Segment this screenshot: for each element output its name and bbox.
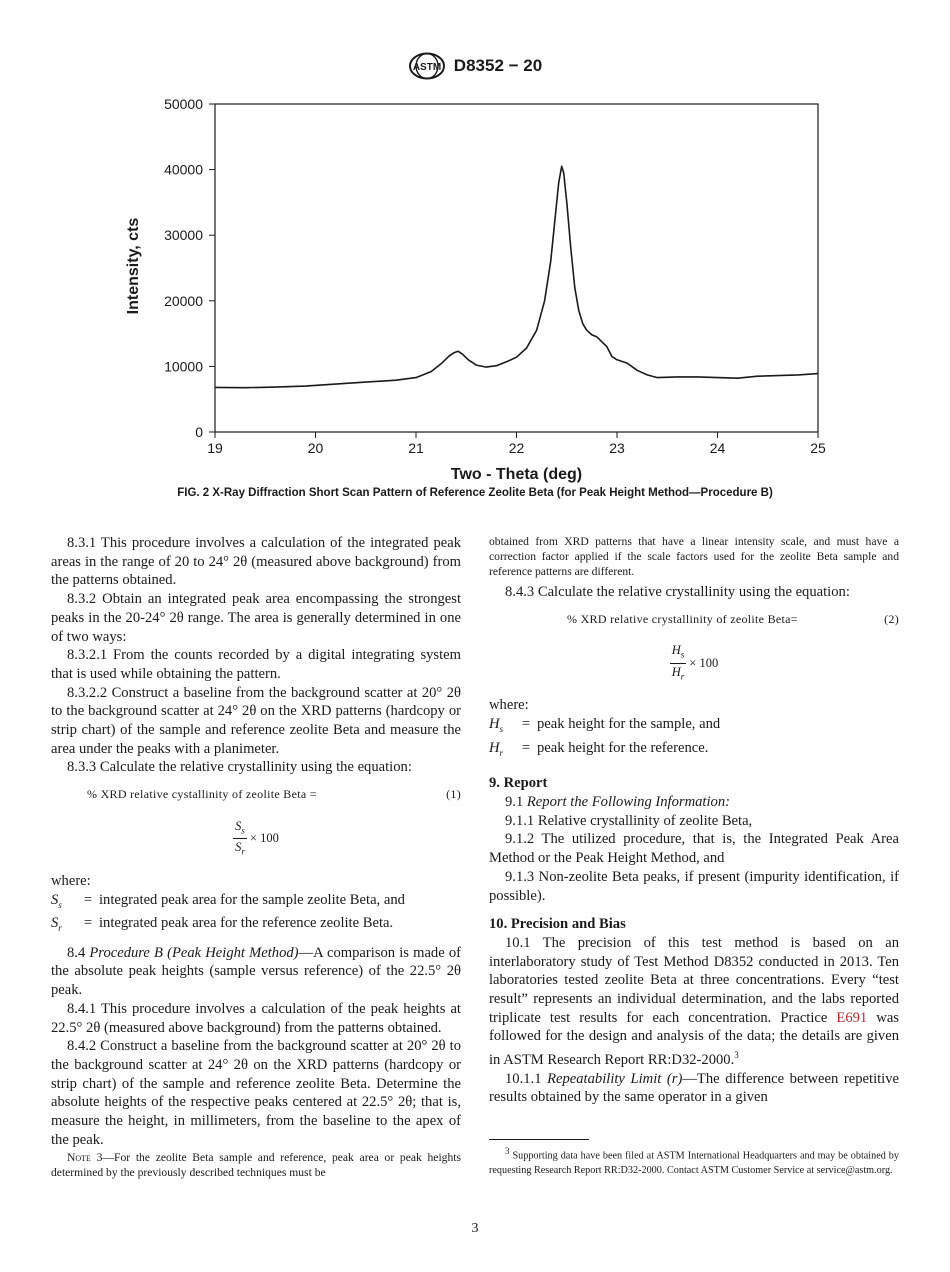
x-tick-label: 22: [508, 440, 525, 456]
eq2-denominator: H: [671, 664, 681, 679]
def-text: integrated peak area for the sample zeolite Beta, and: [99, 891, 405, 908]
eq2-times: × 100: [689, 656, 719, 671]
x-tick-label: 21: [408, 440, 424, 456]
para-8-3-1: 8.3.1 This procedure involves a calculation of the integrated peak areas in the range of 20 to 24° 2θ (measured above background) from the patterns obtained.: [51, 535, 461, 589]
eq1-numerator-sub: s: [241, 825, 245, 836]
page-header: [0, 52, 950, 80]
footnote-divider: [489, 1139, 589, 1140]
para-8-4-2: 8.4.2 Construct a baseline from the background scatter at 20° 2θ to the background scatter at 24° 2θ on the XRD patterns (hardcopy or strip chart) of the sample and reference zeolite Beta. Determine the absolute heights of the respective peaks centered at 22.5° 2θ; that is, measure the height, in millimeters, from the baseline to the apex of the peak.: [51, 1038, 461, 1148]
document-designation: D8352 − 20: [453, 56, 543, 75]
equation-2-number: (2): [884, 611, 899, 626]
eq2-denominator-sub: r: [680, 671, 685, 682]
para-9-1-3: 9.1.3 Non-zeolite Beta peaks, if present (impurity identification, if possible).: [489, 868, 899, 904]
para-8-3-2-1: 8.3.2.1 From the counts recorded by a digital integrating system that is used while obtaining the pattern.: [51, 647, 461, 682]
eq2-numerator-sub: s: [680, 649, 685, 660]
para-8-4-3: 8.4.3 Calculate the relative crystallinity using the equation:: [505, 584, 850, 600]
note-3-continued: obtained from XRD patterns that have a linear intensity scale, and must have a correction factor applied if the scale factors used for the zeolite Beta sample and reference patterns are different.: [489, 535, 899, 578]
note-3: Note 3—For the zeolite Beta sample and reference, peak area or peak heights determined by the previously described techniques must be: [51, 1150, 461, 1179]
e691-link[interactable]: E691: [836, 1009, 868, 1026]
para-9-1: 9.1 Report the Following Information:: [505, 794, 730, 811]
footnote-3: $^3$ Supporting data have been filed at ASTM International Headquarters and may be obtained by requesting Research Report RR:D32-2000. Contact ASTM Customer Service at service@astm.org.: [489, 1146, 899, 1177]
definition-row: [51, 914, 461, 938]
def-symbol-sub: r: [58, 923, 62, 934]
para-9-1-2: 9.1.2 The utilized procedure, that is, the Integrated Peak Area Method or the Peak Height Method, and: [489, 831, 899, 867]
def-equals: =: [521, 716, 531, 733]
eq1-denominator-sub: r: [241, 846, 245, 857]
def-text: integrated peak area for the reference zeolite Beta.: [99, 915, 394, 932]
y-tick-label: 40000: [164, 161, 203, 178]
figure-caption: FIG. 2 X-Ray Diffraction Short Scan Pattern of Reference Zeolite Beta (for Peak Height Method—Procedure B): [177, 487, 773, 499]
equation-1-line: [51, 785, 461, 804]
equation-1-formula: [51, 818, 461, 860]
para-8-3-2: 8.3.2 Obtain an integrated peak area encompassing the strongest peaks in the 20-24° 2θ range. The area is generally determined in one of two ways:: [51, 591, 461, 645]
equation-1-number: (1): [446, 787, 461, 802]
para-8-4-1: 8.4.1 This procedure involves a calculation of the peak heights at 22.5° 2θ (measured above background) from the patterns obtained.: [51, 1000, 461, 1036]
x-tick-label: 25: [810, 440, 826, 456]
definition-row: [489, 739, 899, 763]
y-tick-label: 0: [195, 424, 203, 440]
def-symbol-sub: s: [58, 899, 62, 910]
footnote-number: 3: [505, 1146, 510, 1157]
para-10-1: 10.1 The precision of this test method is based on an interlaboratory study of Test Method D8352 conducted in 2013. Ten laboratories tested zeolite Beta at three concentrations. Every “test result” represents an individual determination, and the labs reported triplicate test results for each concentration. Practice E691 was followed for the design and analysis of the data; the details are given in ASTM Research Report RR:D32-2000.$^3$: [489, 934, 899, 1069]
def-symbol-sub: r: [499, 747, 504, 758]
para-9-1-1: 9.1.1 Relative crystallinity of zeolite Beta,: [505, 812, 753, 829]
def-text: peak height for the reference.: [537, 739, 709, 756]
astm-logo-icon: [408, 52, 446, 80]
equation-2-line: [489, 610, 899, 629]
y-tick-label: 50000: [164, 96, 203, 112]
section-9-heading: 9. Report: [489, 775, 548, 792]
definition-row: [51, 891, 461, 915]
footnote-ref-3[interactable]: 3: [734, 1050, 739, 1061]
eq1-numerator: S: [235, 818, 242, 833]
eq1-times: × 100: [249, 831, 279, 846]
def-equals: =: [83, 891, 93, 908]
y-tick-label: 20000: [164, 292, 203, 309]
def-equals: =: [83, 915, 93, 932]
series-line: [215, 166, 818, 387]
right-column: [489, 534, 899, 1179]
def-symbol-sub: s: [499, 724, 504, 735]
x-axis-label: Two - Theta (deg): [450, 466, 583, 483]
para-10-1-1: 10.1.1 Repeatability Limit (r)—The difference between repetitive results obtained by the same operator in a given: [489, 1070, 900, 1106]
def-symbol: S: [51, 891, 59, 908]
eq1-denominator: S: [235, 840, 242, 855]
equation-2-formula: [489, 642, 899, 684]
def-symbol: H: [489, 716, 500, 733]
def-symbol: S: [51, 915, 59, 932]
para-8-4: 8.4 Procedure B (Peak Height Method)—A comparison is made of the absolute peak heights (sample versus reference) of the 22.5° 2θ peak.: [51, 944, 461, 999]
eq2-numerator: H: [671, 643, 681, 658]
x-tick-label: 20: [307, 440, 324, 456]
equation-1-label: % XRD relative cystallinity of zeolite Beta =: [87, 787, 317, 802]
page-number: 3: [471, 1221, 479, 1236]
left-column: [51, 534, 461, 1180]
y-tick-label: 10000: [164, 358, 203, 375]
plot-frame: [215, 104, 818, 432]
para-8-3-3: 8.3.3 Calculate the relative crystallinity using the equation:: [67, 759, 412, 776]
para-8-4-title: Procedure B (Peak Height Method): [89, 944, 299, 961]
note-label: Note 3: [67, 1150, 103, 1164]
astm-logo-text: ASTM: [412, 62, 441, 73]
where-label-1: where:: [51, 872, 91, 889]
equation-2-label: % XRD relative crystallinity of zeolite Beta=: [567, 611, 798, 626]
xrd-chart: [110, 88, 840, 483]
para-10-1-1-title: Repeatability Limit (r): [547, 1070, 683, 1087]
para-8-3-2-2: 8.3.2.2 Construct a baseline from the background scatter at 20° 2θ to the background scatter at 24° 2θ on the XRD patterns (hardcopy or strip chart) of the sample and reference zeolite Beta and measure the area under the peaks with a planimeter.: [51, 684, 461, 757]
y-axis-label: Intensity, cts: [125, 217, 142, 315]
definition-row: [489, 715, 899, 739]
def-text: peak height for the sample, and: [537, 716, 721, 733]
section-10-heading: 10. Precision and Bias: [489, 916, 626, 933]
def-equals: =: [521, 739, 531, 756]
x-tick-label: 19: [207, 440, 223, 456]
para-9-1-title: Report the Following Information:: [526, 794, 730, 811]
def-symbol: H: [489, 739, 500, 756]
x-tick-label: 23: [609, 440, 625, 456]
y-tick-label: 30000: [164, 227, 203, 244]
where-label-2: where:: [489, 697, 529, 714]
x-tick-label: 24: [709, 440, 726, 456]
